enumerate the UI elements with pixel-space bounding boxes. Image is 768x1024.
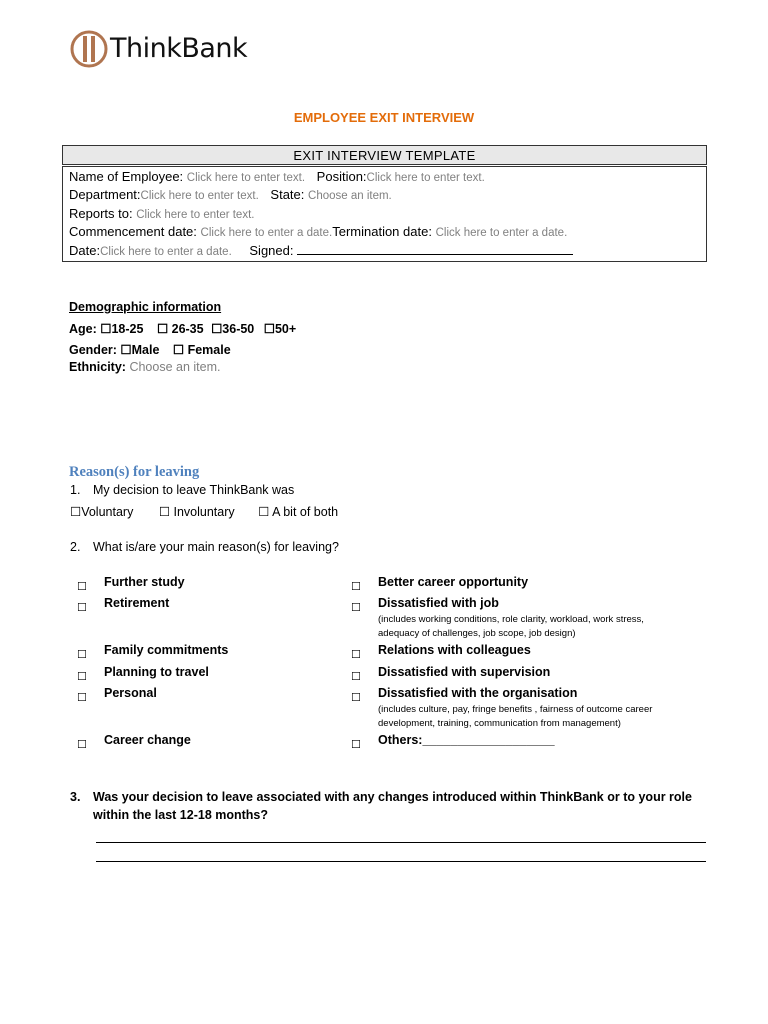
checkbox-dissatisfied-supervision[interactable]: ☐ bbox=[351, 670, 361, 683]
checkbox-further-study[interactable]: ☐ bbox=[77, 580, 87, 593]
age-row bbox=[69, 321, 296, 336]
template-header: EXIT INTERVIEW TEMPLATE bbox=[62, 145, 707, 165]
demographic-heading: Demographic information bbox=[69, 300, 222, 314]
logo-text: ThinkBank bbox=[110, 33, 248, 64]
job-note-line-2: adequacy of challenges, job scope, job design) bbox=[378, 628, 576, 639]
gender-option-female[interactable]: ☐ Female bbox=[172, 343, 231, 357]
thinkbank-logo-icon bbox=[70, 29, 110, 69]
reason-planning-to-travel: Planning to travel bbox=[104, 665, 209, 679]
checkbox-relations-colleagues[interactable]: ☐ bbox=[351, 648, 361, 661]
termination-label: Termination date: bbox=[332, 224, 432, 239]
ethnicity-label: Ethnicity: bbox=[69, 360, 126, 374]
department-label: Department: bbox=[69, 187, 141, 202]
date-field[interactable]: Click here to enter a date. bbox=[100, 246, 232, 258]
checkbox-others[interactable]: ☐ bbox=[351, 738, 361, 751]
leave-type-options bbox=[70, 504, 338, 519]
department-field[interactable]: Click here to enter text. bbox=[140, 190, 259, 202]
checkbox-better-career[interactable]: ☐ bbox=[351, 580, 361, 593]
reason-career-change: Career change bbox=[104, 733, 191, 747]
state-dropdown[interactable]: Choose an item. bbox=[308, 190, 392, 202]
question-2-number: 2. bbox=[70, 540, 81, 554]
employee-row bbox=[69, 169, 485, 184]
date-signed-row bbox=[69, 243, 573, 258]
name-field[interactable]: Click here to enter text. bbox=[186, 172, 306, 184]
position-field[interactable]: Click here to enter text. bbox=[366, 172, 485, 184]
checkbox-personal[interactable]: ☐ bbox=[77, 691, 87, 704]
reasons-heading: Reason(s) for leaving bbox=[69, 464, 200, 480]
age-option-50-plus[interactable]: ☐50+ bbox=[263, 322, 297, 336]
commencement-label: Commencement date: bbox=[69, 224, 197, 239]
org-note-line-2: development, training, communication from management) bbox=[378, 718, 621, 729]
reason-dissatisfied-job: Dissatisfied with job bbox=[378, 596, 499, 610]
option-bit-of-both[interactable]: ☐ A bit of both bbox=[258, 505, 339, 519]
checkbox-career-change[interactable]: ☐ bbox=[77, 738, 87, 751]
dates-row bbox=[69, 224, 567, 239]
question-3-number: 3. bbox=[70, 790, 81, 804]
date-label: Date: bbox=[69, 243, 101, 258]
department-row bbox=[69, 187, 392, 202]
termination-date-field[interactable]: Click here to enter a date. bbox=[435, 227, 568, 239]
reason-personal: Personal bbox=[104, 686, 157, 700]
reason-better-career: Better career opportunity bbox=[378, 575, 529, 589]
age-option-26-35[interactable]: ☐ 26-35 bbox=[156, 322, 204, 336]
reports-label: Reports to: bbox=[69, 206, 133, 221]
option-voluntary[interactable]: ☐Voluntary bbox=[70, 505, 134, 519]
ethnicity-dropdown[interactable]: Choose an item. bbox=[129, 360, 221, 374]
checkbox-retirement[interactable]: ☐ bbox=[77, 601, 87, 614]
gender-option-male[interactable]: ☐Male bbox=[120, 343, 160, 357]
checkbox-family-commitments[interactable]: ☐ bbox=[77, 648, 87, 661]
name-label: Name of Employee: bbox=[69, 169, 184, 184]
commencement-date-field[interactable]: Click here to enter a date. bbox=[200, 227, 333, 239]
reason-dissatisfied-supervision: Dissatisfied with supervision bbox=[378, 665, 551, 679]
question-3-line-1: Was your decision to leave associated with any changes introduced within ThinkBank or to your role bbox=[93, 790, 692, 804]
answer-line-2[interactable] bbox=[96, 861, 706, 862]
reason-further-study: Further study bbox=[104, 575, 185, 589]
signature-line[interactable] bbox=[297, 245, 573, 255]
checkbox-dissatisfied-organisation[interactable]: ☐ bbox=[351, 691, 361, 704]
document-title: EMPLOYEE EXIT INTERVIEW bbox=[293, 110, 475, 125]
position-label: Position: bbox=[316, 169, 367, 184]
reason-retirement: Retirement bbox=[104, 596, 170, 610]
reason-family-commitments: Family commitments bbox=[104, 643, 229, 657]
reason-others[interactable]: Others:___________________ bbox=[378, 733, 555, 747]
question-3-line-2: within the last 12-18 months? bbox=[93, 808, 269, 822]
reason-dissatisfied-organisation: Dissatisfied with the organisation bbox=[378, 686, 578, 700]
age-option-18-25[interactable]: ☐18-25 bbox=[100, 322, 144, 336]
template-body bbox=[62, 166, 707, 262]
question-1-text: My decision to leave ThinkBank was bbox=[93, 483, 295, 497]
gender-label: Gender: bbox=[69, 343, 117, 357]
age-label: Age: bbox=[69, 322, 97, 336]
question-1-number: 1. bbox=[70, 483, 81, 497]
ethnicity-row bbox=[69, 360, 220, 374]
question-2-text: What is/are your main reason(s) for leaving? bbox=[93, 540, 339, 554]
option-involuntary[interactable]: ☐ Involuntary bbox=[158, 505, 235, 519]
age-option-36-50[interactable]: ☐36-50 bbox=[211, 322, 255, 336]
checkbox-dissatisfied-job[interactable]: ☐ bbox=[351, 601, 361, 614]
reports-field[interactable]: Click here to enter text. bbox=[136, 209, 255, 221]
reports-row bbox=[69, 206, 254, 221]
signed-label: Signed: bbox=[249, 243, 294, 258]
job-note-line-1: (includes working conditions, role clarity, workload, work stress, bbox=[378, 614, 644, 625]
org-note-line-1: (includes culture, pay, fringe benefits , fairness of outcome career bbox=[378, 704, 653, 715]
reason-relations-colleagues: Relations with colleagues bbox=[378, 643, 531, 657]
answer-line-1[interactable] bbox=[96, 842, 706, 843]
state-label: State: bbox=[270, 187, 305, 202]
checkbox-planning-to-travel[interactable]: ☐ bbox=[77, 670, 87, 683]
gender-row bbox=[69, 342, 231, 357]
